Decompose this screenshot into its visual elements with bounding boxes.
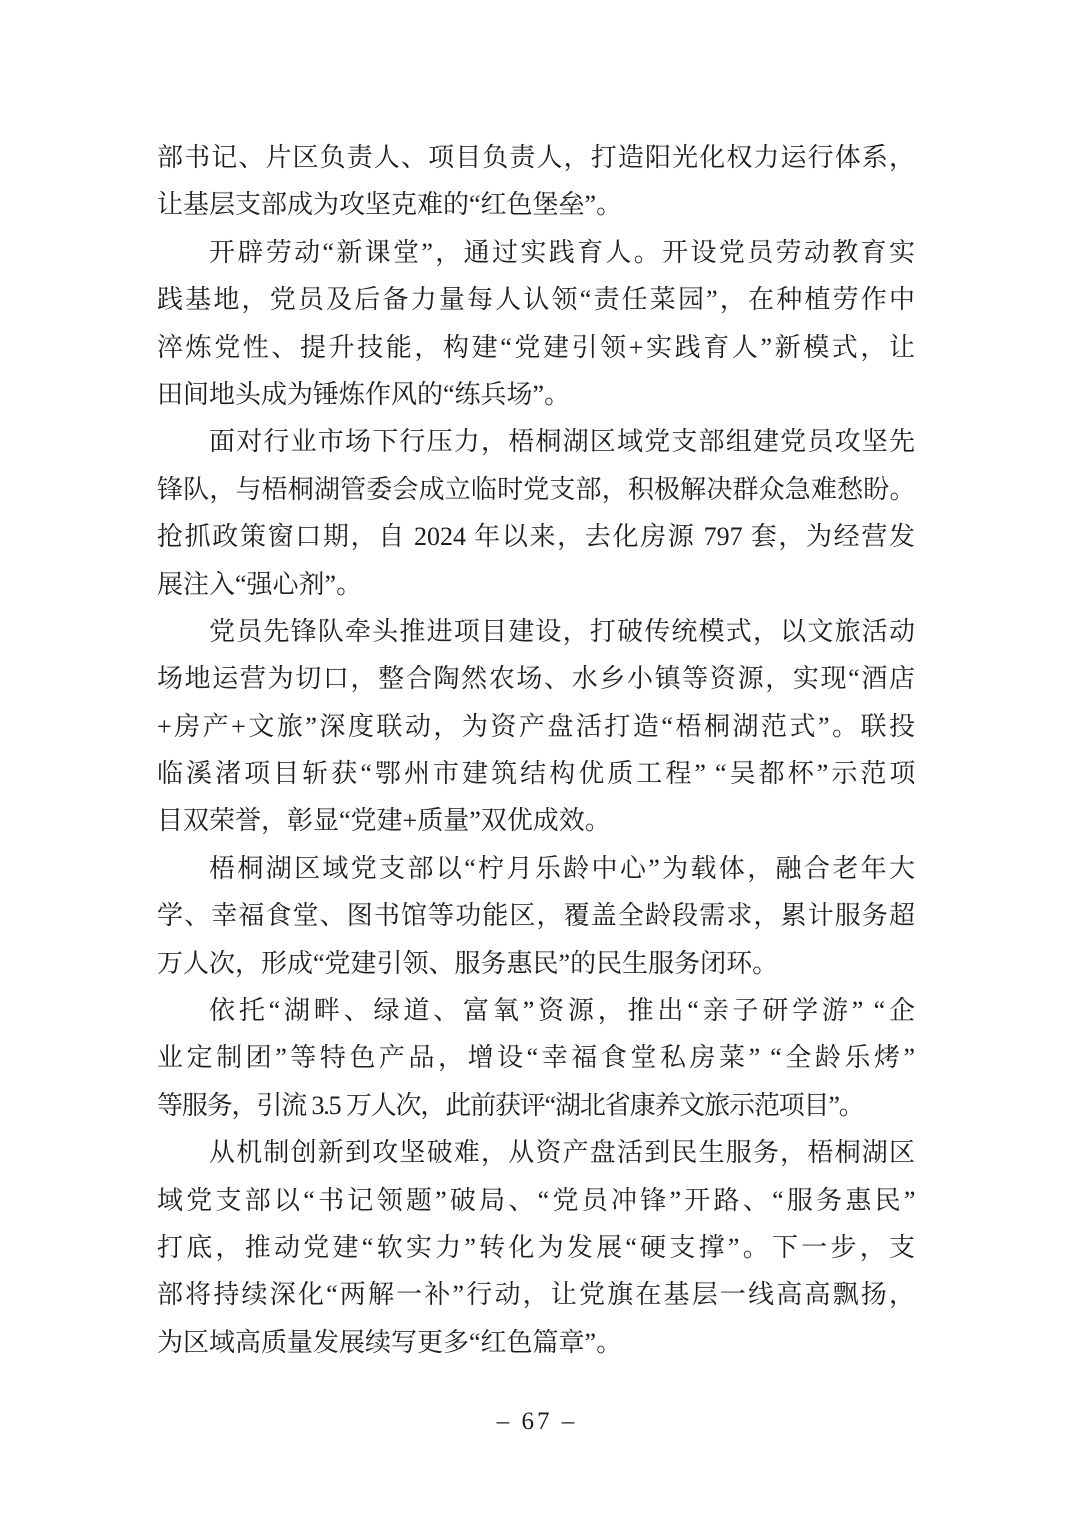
text-line: 践基地，党员及后备力量每人认领“责任菜园”，在种植劳作中 — [157, 285, 915, 315]
text-line: 临溪渚项目斩获“鄂州市建筑结构优质工程” “吴都杯”示范项 — [157, 759, 915, 789]
text-line: 业定制团”等特色产品，增设“幸福食堂私房菜” “全龄乐烤” — [157, 1043, 915, 1073]
paragraph — [157, 229, 915, 419]
document-body — [157, 134, 915, 1366]
paragraph — [157, 987, 915, 1129]
text-line: 梧桐湖区域党支部以“柠月乐龄中心”为载体，融合老年大 — [209, 853, 915, 883]
text-line: 依托“湖畔、绿道、富氧”资源，推出“亲子研学游” “企 — [209, 996, 915, 1026]
text-line: 等服务，引流 3.5 万人次，此前获评“湖北省康养文旅示范项目”。 — [157, 1090, 864, 1120]
text-line: 淬炼党性、提升技能，构建“党建引领+实践育人”新模式，让 — [157, 332, 915, 362]
paragraph — [157, 845, 915, 987]
text-line: 为区域高质量发展续写更多“红色篇章”。 — [157, 1327, 623, 1357]
text-line: 目双荣誉，彰显“党建+质量”双优成效。 — [157, 806, 611, 836]
text-line: 面对行业市场下行压力，梧桐湖区域党支部组建党员攻坚先 — [209, 427, 915, 457]
text-line: 域党支部以“书记领题”破局、“党员冲锋”开路、“服务惠民” — [157, 1185, 915, 1215]
text-line: 从机制创新到攻坚破难，从资产盘活到民生服务，梧桐湖区 — [209, 1138, 915, 1168]
text-line: 让基层支部成为攻坚克难的“红色堡垒”。 — [157, 190, 623, 220]
text-line: 田间地头成为锤炼作风的“练兵场”。 — [157, 379, 571, 409]
paragraph — [157, 608, 915, 845]
paragraph — [157, 134, 915, 229]
text-line: 部书记、片区负责人、项目负责人，打造阳光化权力运行体系， — [157, 143, 915, 172]
text-line: 开辟劳动“新课堂”，通过实践育人。开设党员劳动教育实 — [209, 237, 915, 267]
text-line: 党员先锋队牵头推进项目建设，打破传统模式，以文旅活动 — [209, 616, 915, 646]
text-line: 展注入“强心剂”。 — [157, 569, 363, 599]
text-line: 万人次，形成“党建引领、服务惠民”的民生服务闭环。 — [157, 948, 779, 978]
text-line: +房产+文旅”深度联动，为资产盘活打造“梧桐湖范式”。联投 — [157, 711, 915, 741]
paragraph — [157, 1129, 915, 1366]
page-number: – 67 – — [496, 1408, 578, 1435]
text-line: 学、幸福食堂、图书馆等功能区，覆盖全龄段需求，累计服务超 — [157, 901, 915, 931]
text-line: 打底，推动党建“软实力”转化为发展“硬支撑”。下一步，支 — [157, 1232, 915, 1262]
paragraph — [157, 418, 915, 608]
text-line: 部将持续深化“两解一补”行动，让党旗在基层一线高高飘扬， — [157, 1280, 915, 1310]
text-line: 场地运营为切口，整合陶然农场、水乡小镇等资源，实现“酒店 — [157, 664, 915, 694]
text-line: 抢抓政策窗口期，自 2024 年以来，去化房源 797 套，为经营发 — [157, 522, 915, 552]
text-line: 锋队，与梧桐湖管委会成立临时党支部，积极解决群众急难愁盼。 — [157, 474, 915, 504]
